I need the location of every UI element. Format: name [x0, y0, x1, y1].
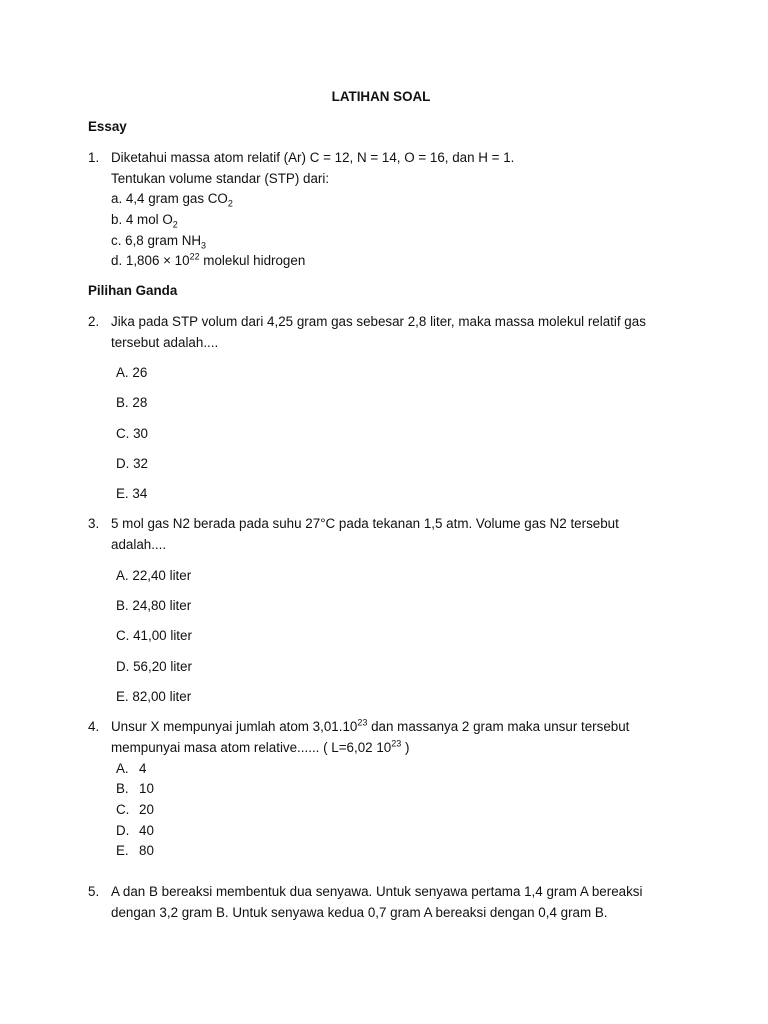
answer-option: B. 28 [116, 395, 148, 410]
question-text-line: 5 mol gas N2 berada pada suhu 27°C pada tekanan 1,5 atm. Volume gas N2 tersebut [111, 516, 619, 531]
question-number: 5. [88, 884, 100, 899]
answer-option-letter: E. [116, 843, 129, 858]
superscript: 23 [357, 717, 368, 728]
answer-option-letter: A. [116, 761, 129, 776]
essay-item-text: molekul hidrogen [199, 253, 306, 268]
question-text-line: Jika pada STP volum dari 4,25 gram gas sebesar 2,8 liter, maka massa molekul relatif gas [111, 314, 646, 329]
answer-option-value: 80 [139, 843, 154, 858]
answer-option-letter: C. [116, 802, 130, 817]
answer-option-letter: D. [116, 823, 130, 838]
question-text: mempunyai masa atom relative...... ( L=6,02 10 [111, 740, 392, 755]
answer-option: A. 22,40 liter [116, 568, 192, 583]
answer-option: C. 30 [116, 426, 149, 441]
superscript: 23 [391, 738, 402, 749]
answer-option-value: 20 [139, 802, 154, 817]
essay-item-d [111, 253, 305, 269]
question-text-line: dengan 3,2 gram B. Untuk senyawa kedua 0,7 gram A bereaksi dengan 0,4 gram B. [111, 905, 608, 920]
answer-option-value: 4 [139, 761, 147, 776]
essay-item-text: b. 4 mol O [111, 212, 173, 227]
answer-option: D. 32 [116, 456, 149, 471]
question-text-line [111, 740, 409, 756]
question-text-line: Diketahui massa atom relatif (Ar) C = 12, N = 14, O = 16, dan H = 1. [111, 150, 515, 165]
essay-item-b [111, 212, 178, 228]
answer-option: D. 56,20 liter [116, 659, 192, 674]
answer-option: B. 24,80 liter [116, 598, 192, 613]
question-number: 1. [88, 150, 100, 165]
question-text-line: tersebut adalah.... [111, 335, 219, 350]
subscript: 3 [201, 240, 207, 251]
answer-option-letter: B. [116, 781, 129, 796]
answer-option: C. 41,00 liter [116, 628, 192, 643]
answer-option: E. 34 [116, 486, 148, 501]
essay-item-text: d. 1,806 × 10 [111, 253, 190, 268]
answer-option: E. 82,00 liter [116, 689, 192, 704]
question-number: 4. [88, 719, 100, 734]
essay-item-text: a. 4,4 gram gas CO [111, 191, 228, 206]
question-text-line: A dan B bereaksi membentuk dua senyawa. Untuk senyawa pertama 1,4 gram A bereaksi [111, 884, 643, 899]
question-text: ) [401, 740, 410, 755]
question-text: Unsur X mempunyai jumlah atom 3,01.10 [111, 719, 358, 734]
answer-option-value: 40 [139, 823, 154, 838]
question-text-line [111, 719, 629, 735]
question-number: 2. [88, 314, 100, 329]
answer-option-value: 10 [139, 781, 154, 796]
section-heading-multiple-choice: Pilihan Ganda [88, 283, 178, 298]
page-title: LATIHAN SOAL [331, 89, 431, 104]
subscript: 2 [172, 219, 178, 230]
question-text: dan massanya 2 gram maka unsur tersebut [367, 719, 630, 734]
essay-item-text: c. 6,8 gram NH [111, 233, 202, 248]
superscript: 22 [189, 251, 200, 262]
subscript: 2 [227, 198, 233, 209]
question-text-line: adalah.... [111, 537, 167, 552]
essay-item-a [111, 191, 233, 207]
answer-option: A. 26 [116, 365, 148, 380]
question-number: 3. [88, 516, 100, 531]
question-text-line: Tentukan volume standar (STP) dari: [111, 171, 330, 186]
section-heading-essay: Essay [88, 119, 127, 134]
essay-item-c [111, 233, 206, 249]
